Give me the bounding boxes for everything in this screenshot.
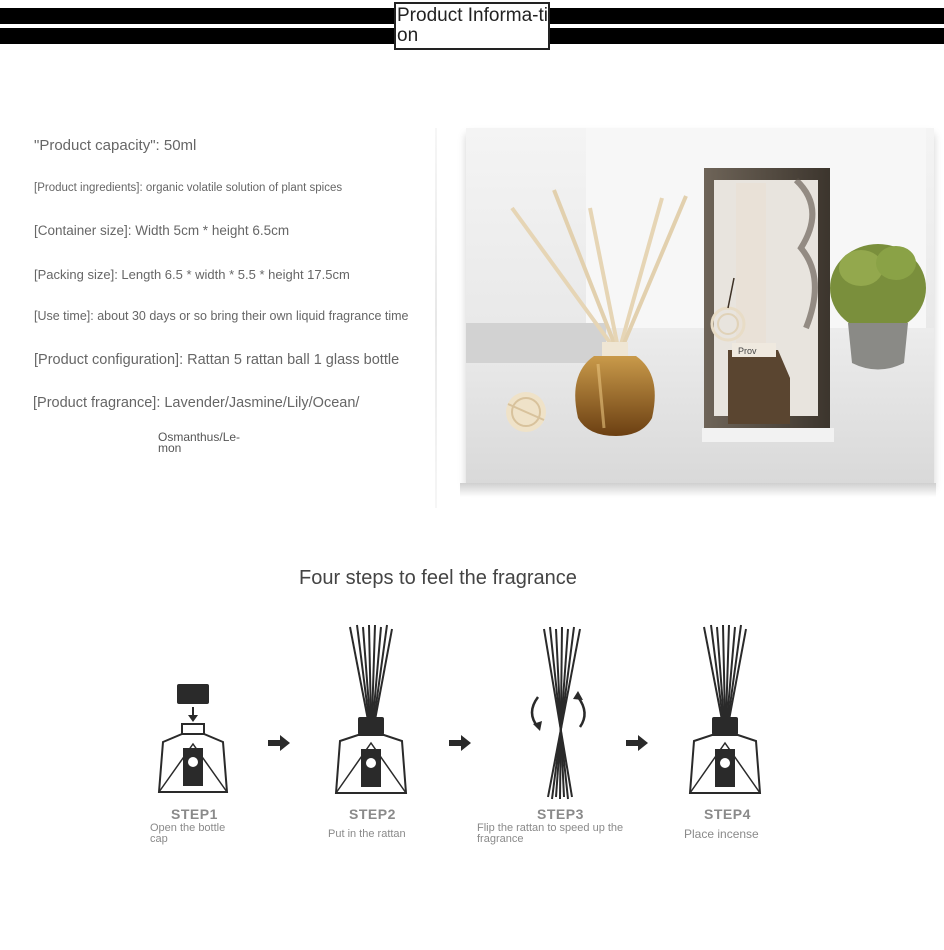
page-title: Product Informa-tion — [394, 2, 550, 50]
bottle-cap-open-icon — [155, 682, 235, 802]
steps-title: Four steps to feel the fragrance — [299, 567, 577, 589]
bottle-label-text: Prov — [738, 346, 757, 356]
bottle-with-rattan-icon — [332, 625, 412, 800]
arrow-right-icon — [268, 735, 290, 751]
arrow-right-icon — [626, 735, 648, 751]
arrow-right-icon — [449, 735, 471, 751]
step2-caption: Put in the rattan — [328, 828, 406, 840]
spec-ingredients: [Product ingredients]: organic volatile solution of plant spices — [34, 182, 343, 194]
place-incense-icon — [686, 625, 766, 800]
spec-fragrance-continued: Osmanthus/Le-mon — [158, 430, 241, 455]
spec-configuration: [Product configuration]: Rattan 5 rattan ball 1 glass bottle — [34, 352, 400, 368]
step3-caption: Flip the rattan to speed up the fragrance — [477, 822, 624, 845]
step4-label: STEP4 — [704, 806, 751, 822]
photo-shadow — [460, 483, 936, 497]
spec-fragrance: [Product fragrance]: Lavender/Jasmine/Lily/Ocean/ — [33, 395, 360, 411]
step1-caption: Open the bottle cap — [150, 822, 226, 845]
step4-caption: Place incense — [684, 827, 759, 841]
step3-label: STEP3 — [537, 806, 584, 822]
spec-packing-size: [Packing size]: Length 6.5 * width * 5.5 * height 17.5cm — [34, 267, 350, 282]
product-photo-illustration — [466, 128, 934, 483]
spec-use-time: [Use time]: about 30 days or so bring their own liquid fragrance time — [34, 309, 409, 323]
step1-label: STEP1 — [171, 806, 218, 822]
spec-container-size: [Container size]: Width 5cm * height 6.5cm — [34, 223, 290, 238]
spec-capacity: "Product capacity": 50ml — [34, 137, 197, 154]
product-photo — [466, 128, 934, 483]
step2-label: STEP2 — [349, 806, 396, 822]
flip-rattan-icon — [526, 627, 596, 802]
column-divider — [435, 128, 437, 508]
